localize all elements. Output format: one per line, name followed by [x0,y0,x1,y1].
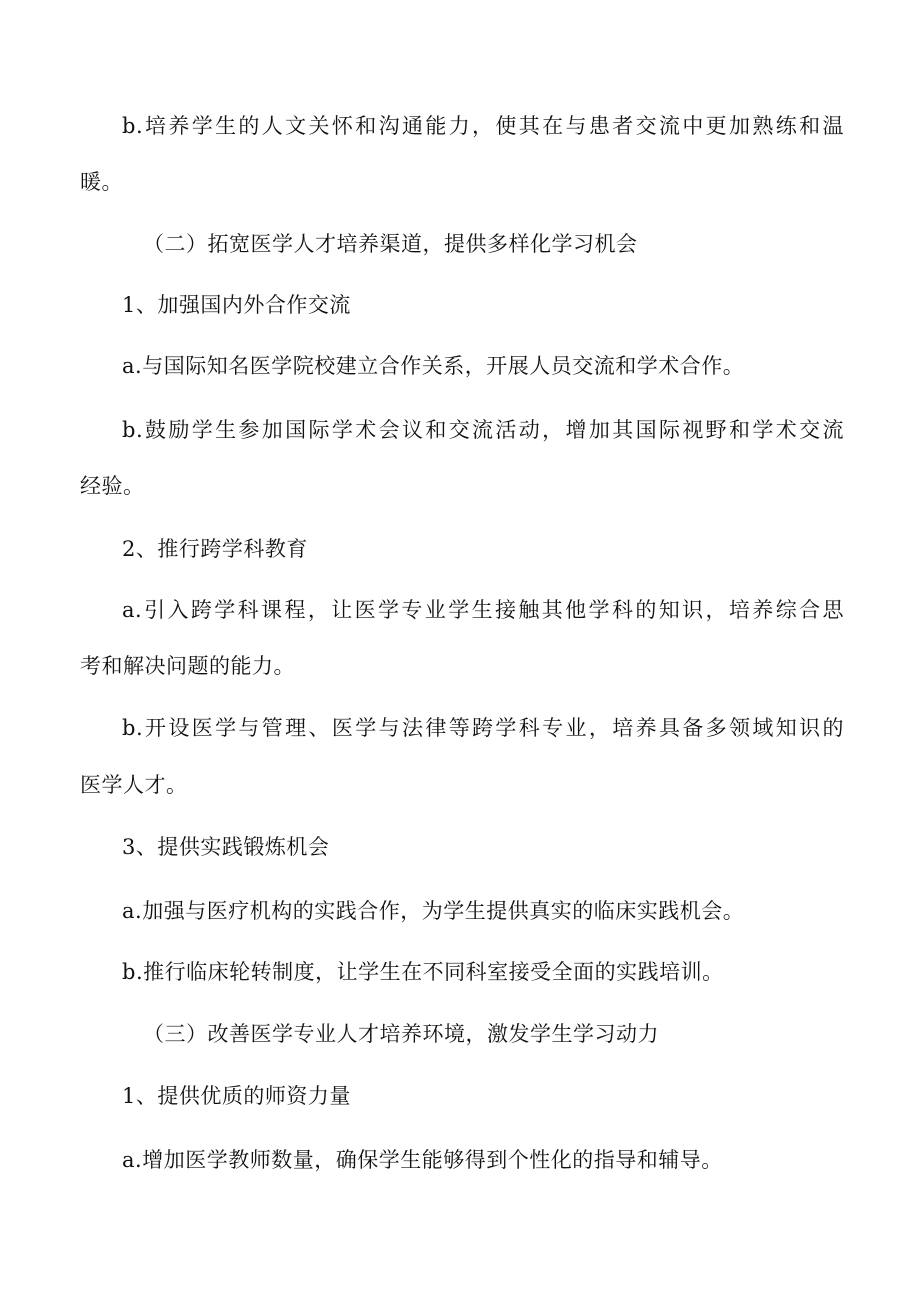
paragraph-line: a.与国际知名医学院校建立合作关系，开展人员交流和学术合作。 [122,354,745,378]
paragraph-line: 医学人才。 [80,773,188,797]
paragraph-line: 考和解决问题的能力。 [80,654,295,678]
section-heading: （二）拓宽医学人才培养渠道，提供多样化学习机会 [143,232,638,256]
paragraph-line: 经验。 [80,474,145,498]
paragraph-line: a.增加医学教师数量，确保学生能够得到个性化的指导和辅导。 [122,1148,723,1172]
paragraph-line: b.培养学生的人文关怀和沟通能力，使其在与患者交流中更加熟练和温 [122,114,844,138]
paragraph-line: b.推行临床轮转制度，让学生在不同科室接受全面的实践培训。 [122,960,724,984]
paragraph-line: 暖。 [80,170,123,194]
subsection-heading: 2、推行跨学科教育 [122,537,308,561]
subsection-heading: 1、提供优质的师资力量 [122,1084,351,1108]
subsection-heading: 1、加强国内外合作交流 [122,293,351,317]
paragraph-line: a.加强与医疗机构的实践合作，为学生提供真实的临床实践机会。 [122,899,745,923]
subsection-heading: 3、提供实践锻炼机会 [122,835,330,859]
paragraph-line: b.开设医学与管理、医学与法律等跨学科专业，培养具备多领域知识的 [122,716,844,740]
section-heading: （三）改善医学专业人才培养环境，激发学生学习动力 [143,1022,659,1046]
paragraph-line: b.鼓励学生参加国际学术会议和交流活动，增加其国际视野和学术交流 [122,418,844,442]
paragraph-line: a.引入跨学科课程，让医学专业学生接触其他学科的知识，培养综合思 [122,598,844,622]
